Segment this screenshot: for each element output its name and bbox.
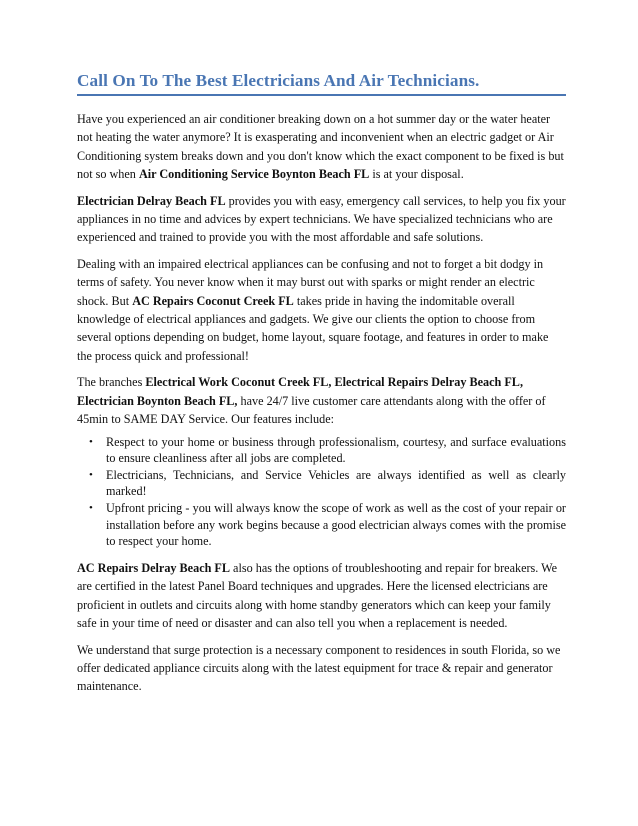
safety-text: Dealing with an impaired electrical appliances can be confusing and not to forget a bit dodgy in terms of safety. You never know when it may burst out with sparks or might render an electric shock. But [77, 256, 544, 308]
branches-paragraph [77, 373, 566, 428]
electrician-bold: Electrician Delray Beach FL [77, 193, 226, 208]
branches-text: The branches [77, 375, 146, 390]
branches-end: have 24/7 live customer care attendants along with the offer of 45min to SAME DAY Service. Our features include: [77, 393, 546, 427]
intro-end: is at your disposal. [369, 167, 464, 182]
bullet-icon: • [89, 435, 93, 448]
features-list [77, 434, 566, 549]
electrician-paragraph [77, 192, 566, 247]
list-item [77, 500, 566, 549]
repairs-paragraph [77, 559, 566, 633]
safety-paragraph [77, 255, 566, 365]
intro-bold-service: Air Conditioning Service Boynton Beach FL [138, 167, 370, 182]
branches-bold: Electrical Work Coconut Creek FL, Electrical Repairs Delray Beach FL, Electrician Boynton Beach FL, [77, 375, 523, 408]
intro-text: Have you experienced an air conditioner breaking down on a hot summer day or the water heater not heating the water anymore? It is exasperating and inconvenient when an electric gadget or Air Conditioning system breaks down and you don't know which the exact component to be fixed is but not so when [77, 112, 564, 182]
surge-paragraph [77, 641, 566, 696]
bullet-icon: • [89, 502, 93, 515]
page-title: Call On To The Best Electricians And Air Technicians. [77, 70, 566, 96]
electrician-text: provides you with easy, emergency call services, to help you fix your appliances in no time and advices by expert technicians. We have specialized technicians who are experienced and trained to provide you with the most affordable and safe solutions. [77, 193, 566, 245]
surge-text: We understand that surge protection is a necessary component to residences in south Florida, so we offer dedicated appliance circuits along with the latest equipment for trace & repair and generator maintenance. [77, 642, 561, 694]
bullet-icon: • [89, 468, 93, 481]
feature-text: Electricians, Technicians, and Service Vehicles are always identified as well as clearly marked! [106, 467, 566, 499]
feature-text: Respect to your home or business through professionalism, courtesy, and surface evaluations to ensure cleanliness after all jobs are completed. [106, 434, 566, 465]
safety-bold: AC Repairs Coconut Creek FL [132, 293, 294, 308]
repairs-bold: AC Repairs Delray Beach FL [77, 560, 230, 575]
repairs-text: also has the options of troubleshooting and repair for breakers. We are certified in the latest Panel Board techniques and upgrades. Here the licensed electricians are proficient in outlets and circuits along with home standby generators which can keep your family safe in your time of need or disaster and can also tell you when a replacement is needed. [77, 560, 558, 631]
feature-text: Upfront pricing - you will always know the scope of work as well as the cost of your repair or installation before any work begins because a good electrician always comes with the promise to respect your home. [106, 501, 566, 548]
safety-end: takes pride in having the indomitable overall knowledge of electrical appliances and gadgets. We give our clients the option to choose from several options depending on budget, home layout, square footage, and features in order to make the process quick and professional! [77, 293, 549, 363]
list-item [77, 434, 566, 466]
list-item [77, 467, 566, 499]
intro-paragraph [77, 110, 566, 184]
